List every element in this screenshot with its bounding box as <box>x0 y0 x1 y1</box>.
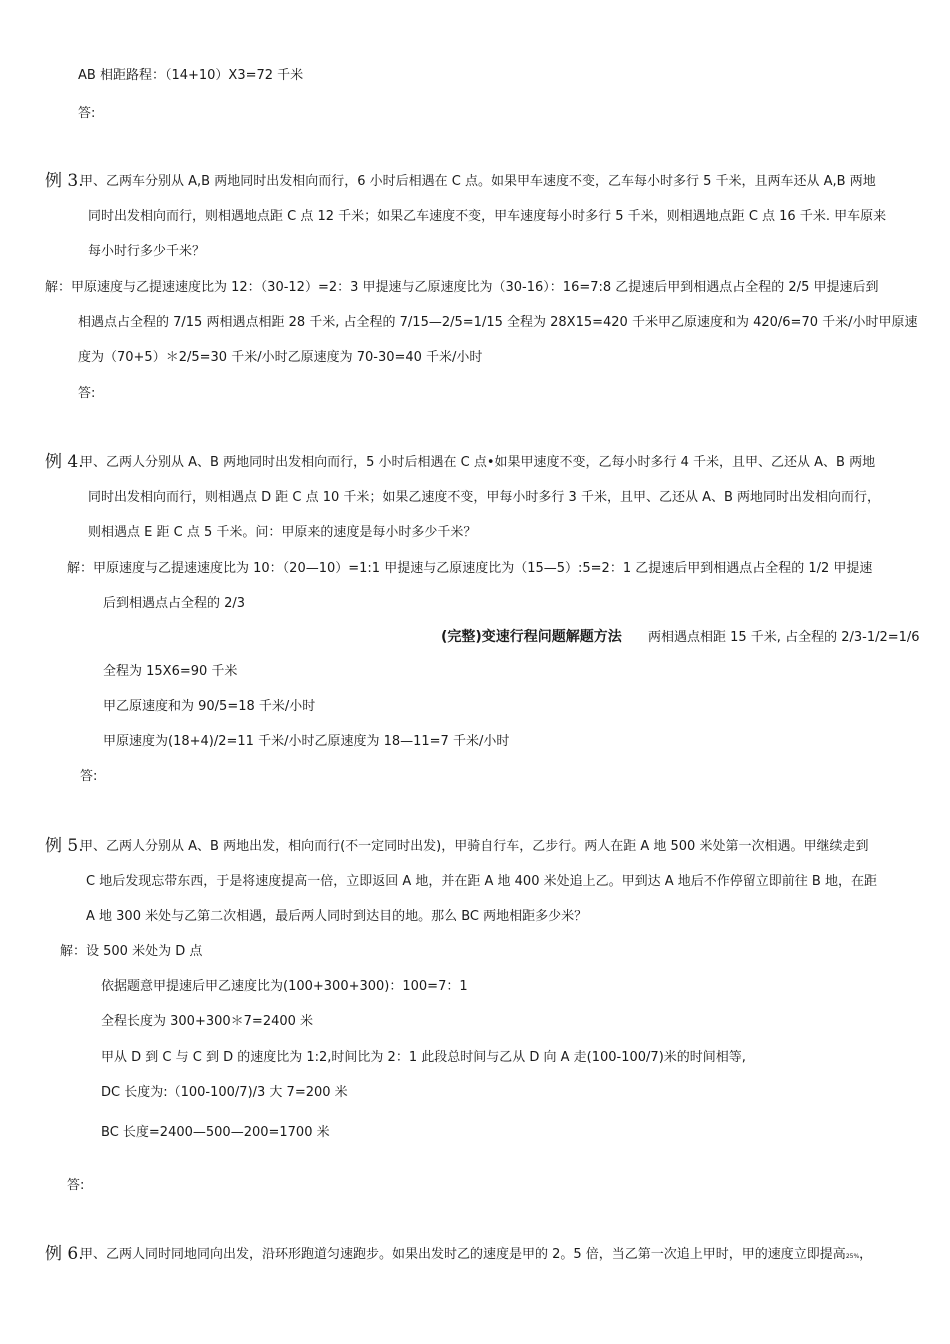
solution-text: 依据题意甲提速后甲乙速度比为(100+300+300)：100=7：1 <box>101 979 468 994</box>
answer-label: 答: <box>67 1178 85 1193</box>
example-number: 例 6. <box>45 1244 84 1264</box>
answer-label: 答: <box>78 106 96 121</box>
problem-text: 甲、乙两人分别从 A、B 两地出发，相向而行(不一定同时出发)，甲骑自行车，乙步行。两人在距 A 地 500 米处第一次相遇。甲继续走到 <box>80 839 869 854</box>
problem-text: 甲、乙两人分别从 A、B 两地同时出发相向而行，5 小时后相遇在 C 点•如果甲速度不变，乙每小时多行 4 千米，且甲、乙还从 A、B 两地 <box>80 455 876 470</box>
problem-text <box>80 1246 872 1266</box>
page-header-title: (完整)变速行程问题解题方法 <box>441 629 622 645</box>
problem-text-end: ， <box>859 1247 873 1262</box>
problem-text-small: 25% <box>845 1253 860 1260</box>
solution-text: 解：甲原速度与乙提速速度比为 12：（30-12）=2：3 甲提速与乙原速度比为（30-16）：16=7:8 乙提速后甲到相遇点占全程的 2/5 甲提速后到 <box>45 280 879 295</box>
solution-text: 两相遇点相距 15 千米, 占全程的 2/3-1/2=1/6 <box>648 630 920 645</box>
problem-text: A 地 300 米处与乙第二次相遇，最后两人同时到达目的地。那么 BC 两地相距多少米？ <box>86 909 588 924</box>
solution-text: 甲原速度为(18+4)/2=11 千米/小时乙原速度为 18—11=7 千米/小时 <box>103 734 510 749</box>
solution-text: 相遇点占全程的 7/15 两相遇点相距 28 千米, 占全程的 7/15—2/5=1/15 全程为 28X15=420 千米甲乙原速度和为 420/6=70 千米/小时甲原速 <box>78 315 918 330</box>
text-line: AB 相距路程：（14+10）X3=72 千米 <box>78 68 304 83</box>
solution-text: 解：设 500 米处为 D 点 <box>60 944 203 959</box>
answer-label: 答: <box>80 769 98 784</box>
solution-text: 甲乙原速度和为 90/5=18 千米/小时 <box>103 699 316 714</box>
solution-text: DC 长度为:（100-100/7)/3 大 7=200 米 <box>101 1085 348 1100</box>
solution-text: 度为（70+5）＊2/5=30 千米/小时乙原速度为 70-30=40 千米/小时 <box>78 350 483 365</box>
answer-label: 答: <box>78 386 96 401</box>
solution-text: BC 长度=2400—500—200=1700 米 <box>101 1125 330 1140</box>
solution-text: 后到相遇点占全程的 2/3 <box>103 596 246 611</box>
problem-text: C 地后发现忘带东西，于是将速度提高一倍，立即返回 A 地，并在距 A 地 400 米处追上乙。甲到达 A 地后不作停留立即前往 B 地，在距 <box>86 874 877 889</box>
problem-text: 同时出发相向而行，则相遇点 D 距 C 点 10 千米；如果乙速度不变，甲每小时多行 3 千米，且甲、乙还从 A、B 两地同时出发相向而行， <box>88 490 881 505</box>
problem-text: 同时出发相向而行，则相遇地点距 C 点 12 千米；如果乙车速度不变，甲车速度每小时多行 5 千米，则相遇地点距 C 点 16 千米. 甲车原来 <box>88 209 887 224</box>
solution-text: 甲从 D 到 C 与 C 到 D 的速度比为 1:2,时间比为 2：1 此段总时间与乙从 D 向 A 走(100-100/7)米的时间相等, <box>101 1050 746 1065</box>
solution-text: 解：甲原速度与乙提速速度比为 10：（20—10）=1:1 甲提速与乙原速度比为（15—5）:5=2：1 乙提速后甲到相遇点占全程的 1/2 甲提速 <box>67 561 873 576</box>
example-number: 例 4. <box>45 452 84 472</box>
example-number: 例 5. <box>45 836 84 856</box>
solution-text: 全程长度为 300+300＊7=2400 米 <box>101 1014 314 1029</box>
example-number: 例 3. <box>45 171 84 191</box>
problem-text: 则相遇点 E 距 C 点 5 千米。问：甲原来的速度是每小时多少千米？ <box>88 525 477 540</box>
problem-text: 甲、乙两车分别从 A,B 两地同时出发相向而行，6 小时后相遇在 C 点。如果甲车速度不变，乙车每小时多行 5 千米，且两车还从 A,B 两地 <box>80 174 876 189</box>
problem-text-main: 甲、乙两人同时同地同向出发，沿环形跑道匀速跑步。如果出发时乙的速度是甲的 2。5 倍，当乙第一次追上甲时，甲的速度立即提高 <box>80 1247 846 1262</box>
solution-text: 全程为 15X6=90 千米 <box>103 664 238 679</box>
problem-text: 每小时行多少千米？ <box>88 244 206 259</box>
